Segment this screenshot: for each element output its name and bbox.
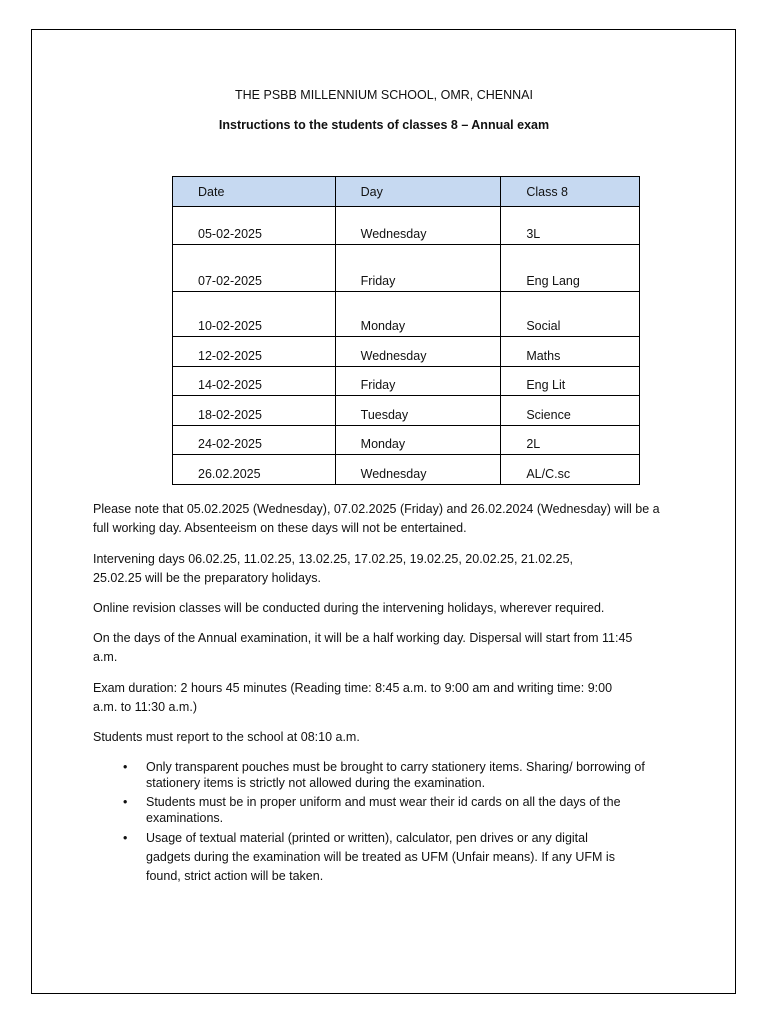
cell-subject: Eng Lit: [501, 367, 640, 396]
exam-rules-list: [93, 759, 683, 889]
bullet-icon: •: [123, 831, 128, 845]
table-row: [173, 396, 640, 426]
document-subtitle: Instructions to the students of classes 8 – Annual exam: [218, 118, 550, 132]
table-row: [173, 337, 640, 367]
cell-day: Friday: [335, 245, 501, 292]
rule-text: Usage of textual material (printed or written), calculator, pen drives or any digital gadgets during the examination will be treated as UFM (Unfair means). If any UFM is found, strict action will be taken.: [146, 831, 615, 883]
online-revision-note: Online revision classes will be conducted during the intervening holidays, wherever required.: [93, 601, 605, 615]
school-name: THE PSBB MILLENNIUM SCHOOL, OMR, CHENNAI: [235, 88, 533, 102]
cell-subject: Eng Lang: [501, 245, 640, 292]
column-header-day: Day: [335, 177, 501, 207]
rule-text: Students must be in proper uniform and must wear their id cards on all the days of the examinations.: [146, 795, 621, 825]
report-time-note: Students must report to the school at 08:10 a.m.: [93, 730, 360, 744]
preparatory-holidays-note: Intervening days 06.02.25, 11.02.25, 13.02.25, 17.02.25, 19.02.25, 20.02.25, 21.02.25, 25.02.25 will be the preparatory holidays.: [93, 552, 574, 585]
list-item: [93, 759, 683, 791]
exam-schedule-table: [172, 176, 640, 485]
cell-day: Monday: [335, 292, 501, 337]
cell-date: 12-02-2025: [173, 337, 336, 367]
cell-day: Monday: [335, 426, 501, 455]
cell-subject: AL/C.sc: [501, 455, 640, 485]
list-item: [93, 794, 683, 826]
cell-date: 05-02-2025: [173, 207, 336, 245]
table-row: [173, 245, 640, 292]
cell-date: 10-02-2025: [173, 292, 336, 337]
column-header-date: Date: [173, 177, 336, 207]
table-row: [173, 367, 640, 396]
table-row: [173, 426, 640, 455]
cell-subject: Maths: [501, 337, 640, 367]
exam-duration-note: Exam duration: 2 hours 45 minutes (Reading time: 8:45 a.m. to 9:00 am and writing time: 9:00 a.m. to 11:30 a.m.): [93, 681, 613, 714]
cell-subject: Social: [501, 292, 640, 337]
working-day-note: Please note that 05.02.2025 (Wednesday), 07.02.2025 (Friday) and 26.02.2024 (Wednesday) will be a full working day. Absenteeism on these days will not be entertained.: [93, 502, 660, 535]
table-row: [173, 455, 640, 485]
cell-subject: Science: [501, 396, 640, 426]
table-header-row: [173, 177, 640, 207]
list-item: [93, 829, 616, 886]
table-row: [173, 207, 640, 245]
bullet-icon: •: [123, 795, 128, 809]
cell-date: 24-02-2025: [173, 426, 336, 455]
half-day-note: On the days of the Annual examination, it will be a half working day. Dispersal will start from 11:45 a.m.: [93, 631, 633, 664]
cell-date: 26.02.2025: [173, 455, 336, 485]
column-header-class: Class 8: [501, 177, 640, 207]
cell-date: 07-02-2025: [173, 245, 336, 292]
cell-date: 18-02-2025: [173, 396, 336, 426]
cell-day: Tuesday: [335, 396, 501, 426]
rule-text: Only transparent pouches must be brought to carry stationery items. Sharing/ borrowing of stationery items is strictly not allowed during the examination.: [146, 760, 645, 790]
cell-date: 14-02-2025: [173, 367, 336, 396]
table-row: [173, 292, 640, 337]
cell-subject: 3L: [501, 207, 640, 245]
cell-day: Wednesday: [335, 455, 501, 485]
cell-day: Wednesday: [335, 207, 501, 245]
cell-subject: 2L: [501, 426, 640, 455]
cell-day: Wednesday: [335, 337, 501, 367]
bullet-icon: •: [123, 760, 128, 774]
cell-day: Friday: [335, 367, 501, 396]
